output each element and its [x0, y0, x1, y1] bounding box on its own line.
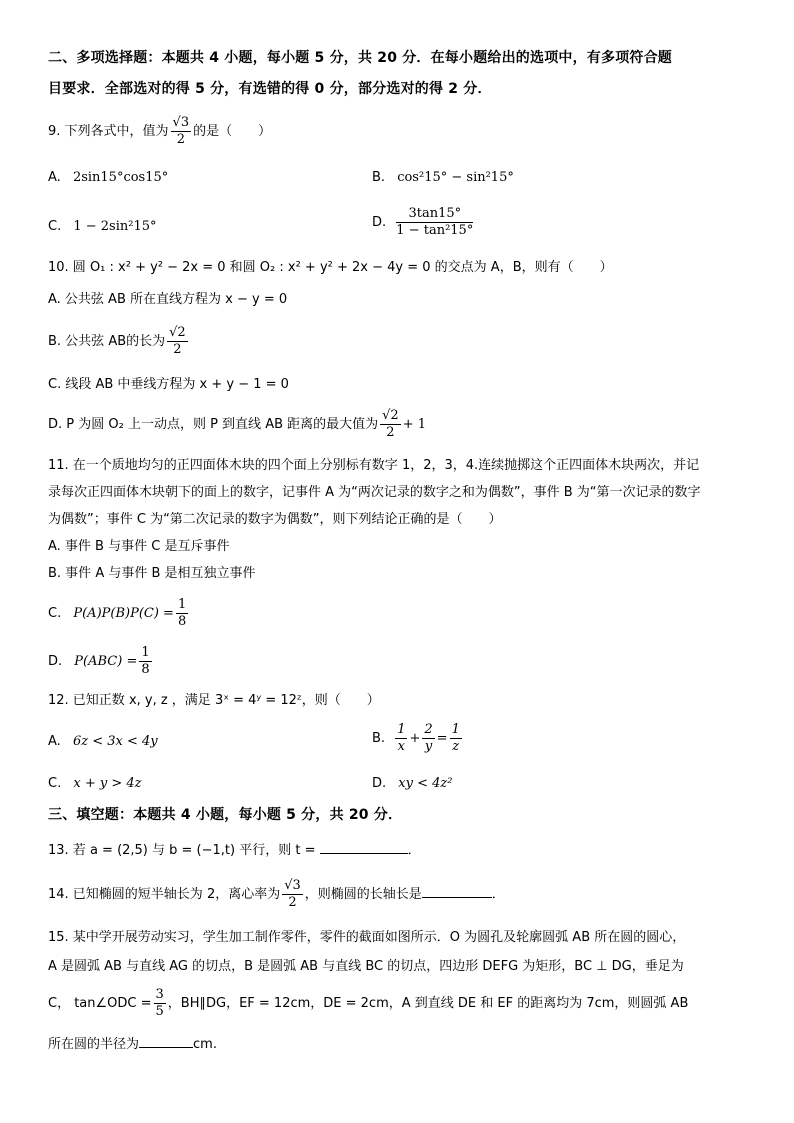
q12-b-frac3 — [450, 722, 462, 755]
q10-b-num: √2 — [169, 325, 186, 340]
q9-d-num: 3tan15° — [396, 206, 473, 223]
q9-stem-post: 的是（ ） — [193, 124, 272, 139]
q15-frac-num: 3 — [155, 987, 164, 1002]
q10-b-fraction — [167, 325, 188, 358]
q15-answer-blank[interactable] — [139, 1047, 193, 1048]
q10-stem: 10. 圆 O₁ : x² + y² − 2x = 0 和圆 O₂ : x² + y² + 2x − 4y = 0 的交点为 A，B，则有（ ） — [48, 260, 613, 275]
q11-d-label: D. — [48, 654, 63, 669]
q11-c-num: 1 — [177, 597, 187, 612]
q11-stem-line1: 11. 在一个质地均匀的正四面体木块的四个面上分别标有数字 1，2，3，4.连续抛掷这个正四面体木块两次，并记 — [48, 458, 700, 473]
q9-option-c — [48, 218, 157, 236]
q12-b-frac3-den: z — [452, 739, 460, 754]
q12-option-d — [372, 775, 452, 793]
section2-header-line1: 二、多项选择题：本题共 4 小题，每小题 5 分，共 20 分．在每小题给出的选项中，有多项符合题 — [48, 50, 673, 66]
q11-d-fraction — [139, 645, 151, 678]
q15-line1: 15. 某中学开展劳动实习，学生加工制作零件，零件的截面如图所示．O 为圆孔及轮廓圆弧 AB 所在圆的圆心， — [48, 930, 686, 945]
q11-c-fraction — [176, 597, 188, 630]
q12-stem: 12. 已知正数 x, y, z ，满足 3ˣ = 4ʸ = 12ᶻ，则（ ） — [48, 693, 380, 708]
q15-line4-pre: 所在圆的半径为 — [48, 1037, 140, 1052]
q13-pre: 13. 若 a = (2,5) 与 b = (−1,t) 平行，则 t = — [48, 843, 316, 858]
q11-option-d — [48, 645, 154, 678]
q9-c-expr: 1 − 2sin²15° — [73, 219, 157, 234]
q12-option-b — [372, 722, 464, 755]
q10-option-c: C. 线段 AB 中垂线方程为 x + y − 1 = 0 — [48, 377, 289, 392]
q9-d-label: D. — [372, 215, 387, 230]
q9-d-den: 1 − tan²15° — [396, 223, 474, 238]
q15-line2: A 是圆弧 AB 与直线 AG 的切点，B 是圆弧 AB 与直线 BC 的切点，四边形 DEFG 为矩形，BC ⊥ DG，垂足为 — [48, 959, 684, 974]
section2-header-line2: 目要求．全部选对的得 5 分，有选错的得 0 分，部分选对的得 2 分． — [48, 81, 492, 97]
q12-b-frac1-num: 1 — [397, 722, 406, 737]
q9-stem — [48, 115, 271, 148]
q10-option-d — [48, 408, 426, 441]
q12-b-label: B. — [372, 731, 386, 746]
q12-d-label: D. — [372, 776, 387, 791]
q14-fraction — [282, 878, 303, 911]
q12-option-a — [48, 733, 158, 751]
q12-d-expr: xy < 4z² — [398, 776, 453, 791]
q9-b-label: B. — [372, 170, 386, 185]
q12-b-plus: + — [409, 731, 421, 746]
q9-a-expr: 2sin15°cos15° — [72, 170, 169, 185]
q11-d-num: 1 — [141, 645, 150, 660]
q12-b-equals: = — [436, 731, 448, 746]
q15-line3 — [48, 987, 688, 1020]
q12-c-expr: x + y > 4z — [73, 776, 142, 791]
q14-end: ． — [491, 887, 505, 902]
q15-line3-pre: C， tan∠ODC = — [48, 996, 152, 1011]
q11-d-den: 8 — [141, 662, 150, 677]
q10-d-pre: D. P 为圆 O₂ 上一动点，则 P 到直线 AB 距离的最大值为 — [48, 417, 379, 432]
q13-post: ． — [407, 843, 421, 858]
q14-post: ，则椭圆的长轴长是 — [304, 887, 422, 902]
q12-option-c — [48, 775, 141, 793]
q13-answer-blank[interactable] — [320, 853, 408, 854]
q10-d-num: √2 — [382, 408, 399, 423]
q9-stem-pre: 9. 下列各式中，值为 — [48, 124, 169, 139]
q9-option-a — [48, 169, 168, 187]
q11-c-den: 8 — [177, 614, 187, 629]
q12-b-frac1-den: x — [397, 739, 406, 754]
q12-b-frac2-den: y — [424, 739, 433, 754]
q11-stem-line2: 录每次正四面体木块朝下的面上的数字，记事件 A 为“两次记录的数字之和为偶数”，事件 B 为“第一次记录的数字 — [48, 485, 701, 500]
q10-option-a: A. 公共弦 AB 所在直线方程为 x − y = 0 — [48, 292, 288, 307]
q15-line4 — [48, 1036, 217, 1054]
q11-d-expr: P(ABC) = — [74, 654, 138, 669]
q15-fraction — [154, 987, 166, 1020]
q9-option-d — [372, 206, 475, 239]
q12-b-frac1 — [395, 722, 407, 755]
q9-stem-frac-den: 2 — [176, 132, 185, 147]
q11-c-expr: P(A)P(B)P(C) = — [73, 606, 174, 621]
q14 — [48, 878, 505, 911]
q12-a-label: A. — [48, 734, 61, 749]
q11-option-b: B. 事件 A 与事件 B 是相互独立事件 — [48, 566, 256, 581]
q9-c-label: C. — [48, 219, 62, 234]
q11-stem-line3: 为偶数”；事件 C 为“第二次记录的数字为偶数”，则下列结论正确的是（ ） — [48, 512, 502, 527]
q9-d-fraction — [396, 206, 473, 239]
q9-a-label: A. — [48, 170, 61, 185]
q9-b-expr: cos²15° − sin²15° — [397, 170, 514, 185]
q12-a-expr: 6z < 3x < 4y — [72, 734, 158, 749]
q12-c-label: C. — [48, 776, 62, 791]
q10-d-den: 2 — [386, 425, 395, 440]
q15-line3-post: ，BH∥DG，EF = 12cm，DE = 2cm，A 到直线 DE 和 EF 的距离均为 7cm，则圆弧 AB — [167, 996, 689, 1011]
q12-b-frac2-num: 2 — [424, 722, 433, 737]
q9-stem-fraction — [171, 115, 192, 148]
q10-d-post: + 1 — [402, 417, 426, 432]
q14-frac-den: 2 — [288, 895, 297, 910]
q12-b-frac2 — [422, 722, 434, 755]
q12-b-frac3-num: 1 — [451, 722, 460, 737]
q14-pre: 14. 已知椭圆的短半轴长为 2，离心率为 — [48, 887, 281, 902]
q11-option-a: A. 事件 B 与事件 C 是互斥事件 — [48, 539, 230, 554]
q10-option-b — [48, 325, 190, 358]
q11-c-label: C. — [48, 606, 62, 621]
q9-option-b — [372, 169, 514, 187]
q15-line4-post: cm. — [193, 1037, 217, 1052]
q10-b-den: 2 — [173, 342, 182, 357]
q13 — [48, 842, 421, 860]
q14-answer-blank[interactable] — [422, 897, 492, 898]
q15-frac-den: 5 — [155, 1004, 164, 1019]
q11-option-c — [48, 597, 190, 630]
q14-frac-num: √3 — [284, 878, 301, 893]
q10-b-pre: B. 公共弦 AB的长为 — [48, 334, 166, 349]
q9-stem-frac-num: √3 — [172, 115, 190, 130]
section3-header: 三、填空题：本题共 4 小题，每小题 5 分，共 20 分． — [48, 807, 403, 823]
q10-d-fraction — [380, 408, 401, 441]
